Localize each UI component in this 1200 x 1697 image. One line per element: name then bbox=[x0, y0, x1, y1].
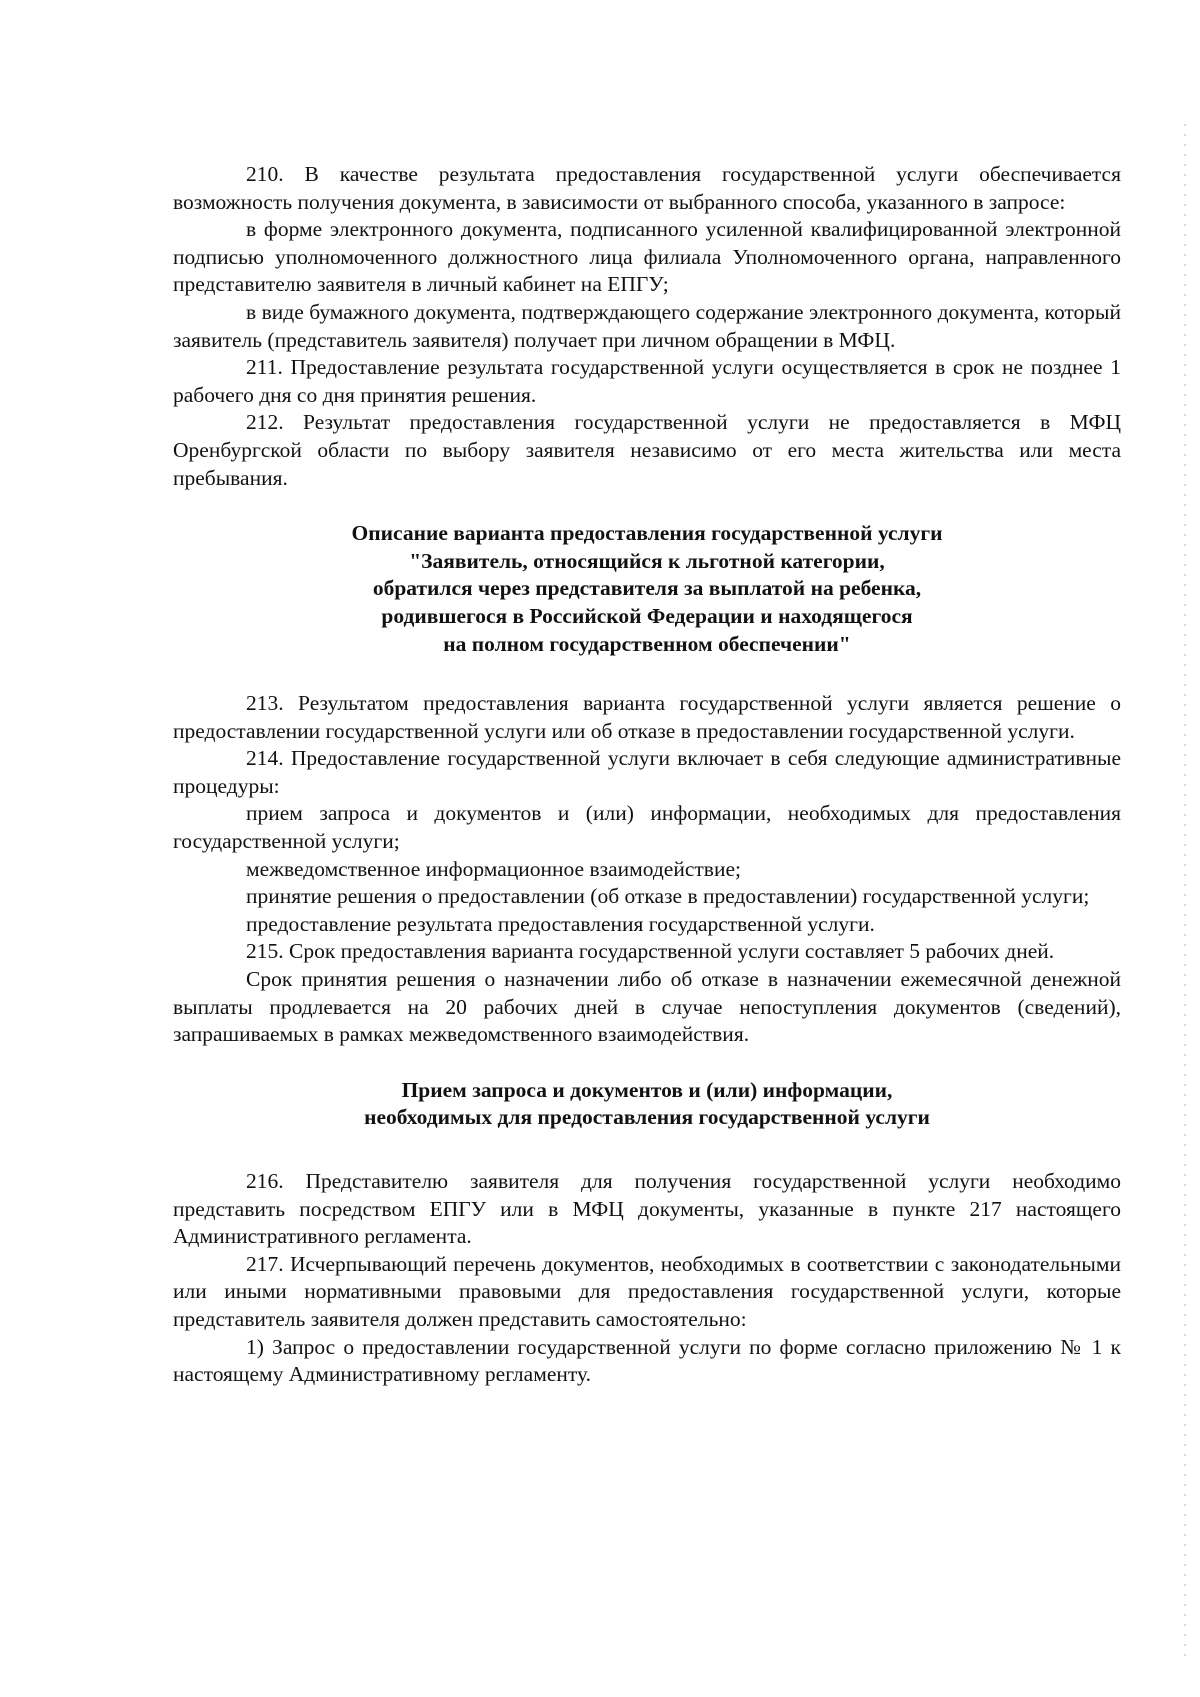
paragraph-decision-term: Срок принятия решения о назначении либо об отказе в назначении ежемесячной денежной выплаты продлевается на 20 рабочих дней в случае непоступления документов (сведений), запрашиваемых в рамках межведомственного взаимодействия. bbox=[173, 967, 1121, 1047]
paragraph-210: 210. В качестве результата предоставления государственной услуги обеспечивается возможность получения документа, в зависимости от выбранного способа, указанного в запросе: bbox=[173, 162, 1121, 214]
paragraph-212: 212. Результат предоставления государственной услуги не предоставляется в МФЦ Оренбургской области по выбору заявителя независимо от его места жительства или места пребывания. bbox=[173, 410, 1121, 490]
section-request-body bbox=[173, 1168, 1121, 1389]
paragraph-214: 214. Предоставление государственной услуги включает в себя следующие административные процедуры: bbox=[173, 746, 1121, 798]
scan-edge-artifact bbox=[1184, 120, 1186, 1660]
paragraph-electronic-document: в форме электронного документа, подписанного усиленной квалифицированной электронной подписью уполномоченного должностного лица филиала Уполномоченного органа, направленного представителю заявителя в личный кабинет на ЕПГУ; bbox=[173, 217, 1121, 297]
heading-line: Прием запроса и документов и (или) информации, bbox=[401, 1077, 893, 1102]
section-heading-variant-description bbox=[173, 520, 1121, 658]
paragraph-217-item-1: 1) Запрос о предоставлении государственной услуги по форме согласно приложению № 1 к настоящему Административному регламенту. bbox=[173, 1334, 1121, 1387]
heading-line: необходимых для предоставления государственной услуги bbox=[364, 1105, 930, 1130]
paragraph-213: 213. Результатом предоставления варианта государственной услуги является решение о предоставлении государственной услуги или об отказе в предоставлении государственной услуги. bbox=[173, 691, 1121, 743]
section-variant-body bbox=[173, 690, 1121, 1049]
heading-line: на полном государственном обеспечении" bbox=[443, 631, 851, 656]
paragraph-procedure-interagency: межведомственное информационное взаимодействие; bbox=[246, 856, 741, 881]
paragraph-211: 211. Предоставление результата государственной услуги осуществляется в срок не позднее 1 рабочего дня со дня принятия решения. bbox=[173, 355, 1121, 407]
heading-line: родившегося в Российской Федерации и находящегося bbox=[381, 603, 913, 628]
section-heading-request-reception bbox=[173, 1077, 1121, 1132]
paragraph-procedure-reception: прием запроса и документов и (или) информации, необходимых для предоставления государственной услуги; bbox=[173, 801, 1121, 854]
heading-line: обратился через представителя за выплатой на ребенка, bbox=[372, 576, 922, 601]
paragraph-216: 216. Представителю заявителя для получения государственной услуги необходимо представить посредством ЕПГУ или в МФЦ документы, указанные в пункте 217 настоящего Административного регламента. bbox=[173, 1169, 1121, 1249]
heading-line: "Заявитель, относящийся к льготной категории, bbox=[409, 548, 885, 573]
heading-line: Описание варианта предоставления государственной услуги bbox=[351, 521, 943, 546]
paragraph-215: 215. Срок предоставления варианта государственной услуги составляет 5 рабочих дней. bbox=[246, 939, 1055, 964]
paragraph-procedure-result: предоставление результата предоставления государственной услуги. bbox=[246, 911, 875, 936]
paragraph-217: 217. Исчерпывающий перечень документов, необходимых в соответствии с законодательными или иными нормативными правовыми для предоставления государственной услуги, которые представитель заявителя должен представить самостоятельно: bbox=[173, 1251, 1121, 1331]
document-body bbox=[173, 161, 1121, 1389]
paragraph-paper-document: в виде бумажного документа, подтверждающего содержание электронного документа, который заявитель (представитель заявителя) получает при личном обращении в МФЦ. bbox=[173, 299, 1121, 352]
paragraph-procedure-decision: принятие решения о предоставлении (об отказе в предоставлении) государственной услуги; bbox=[246, 884, 1090, 909]
